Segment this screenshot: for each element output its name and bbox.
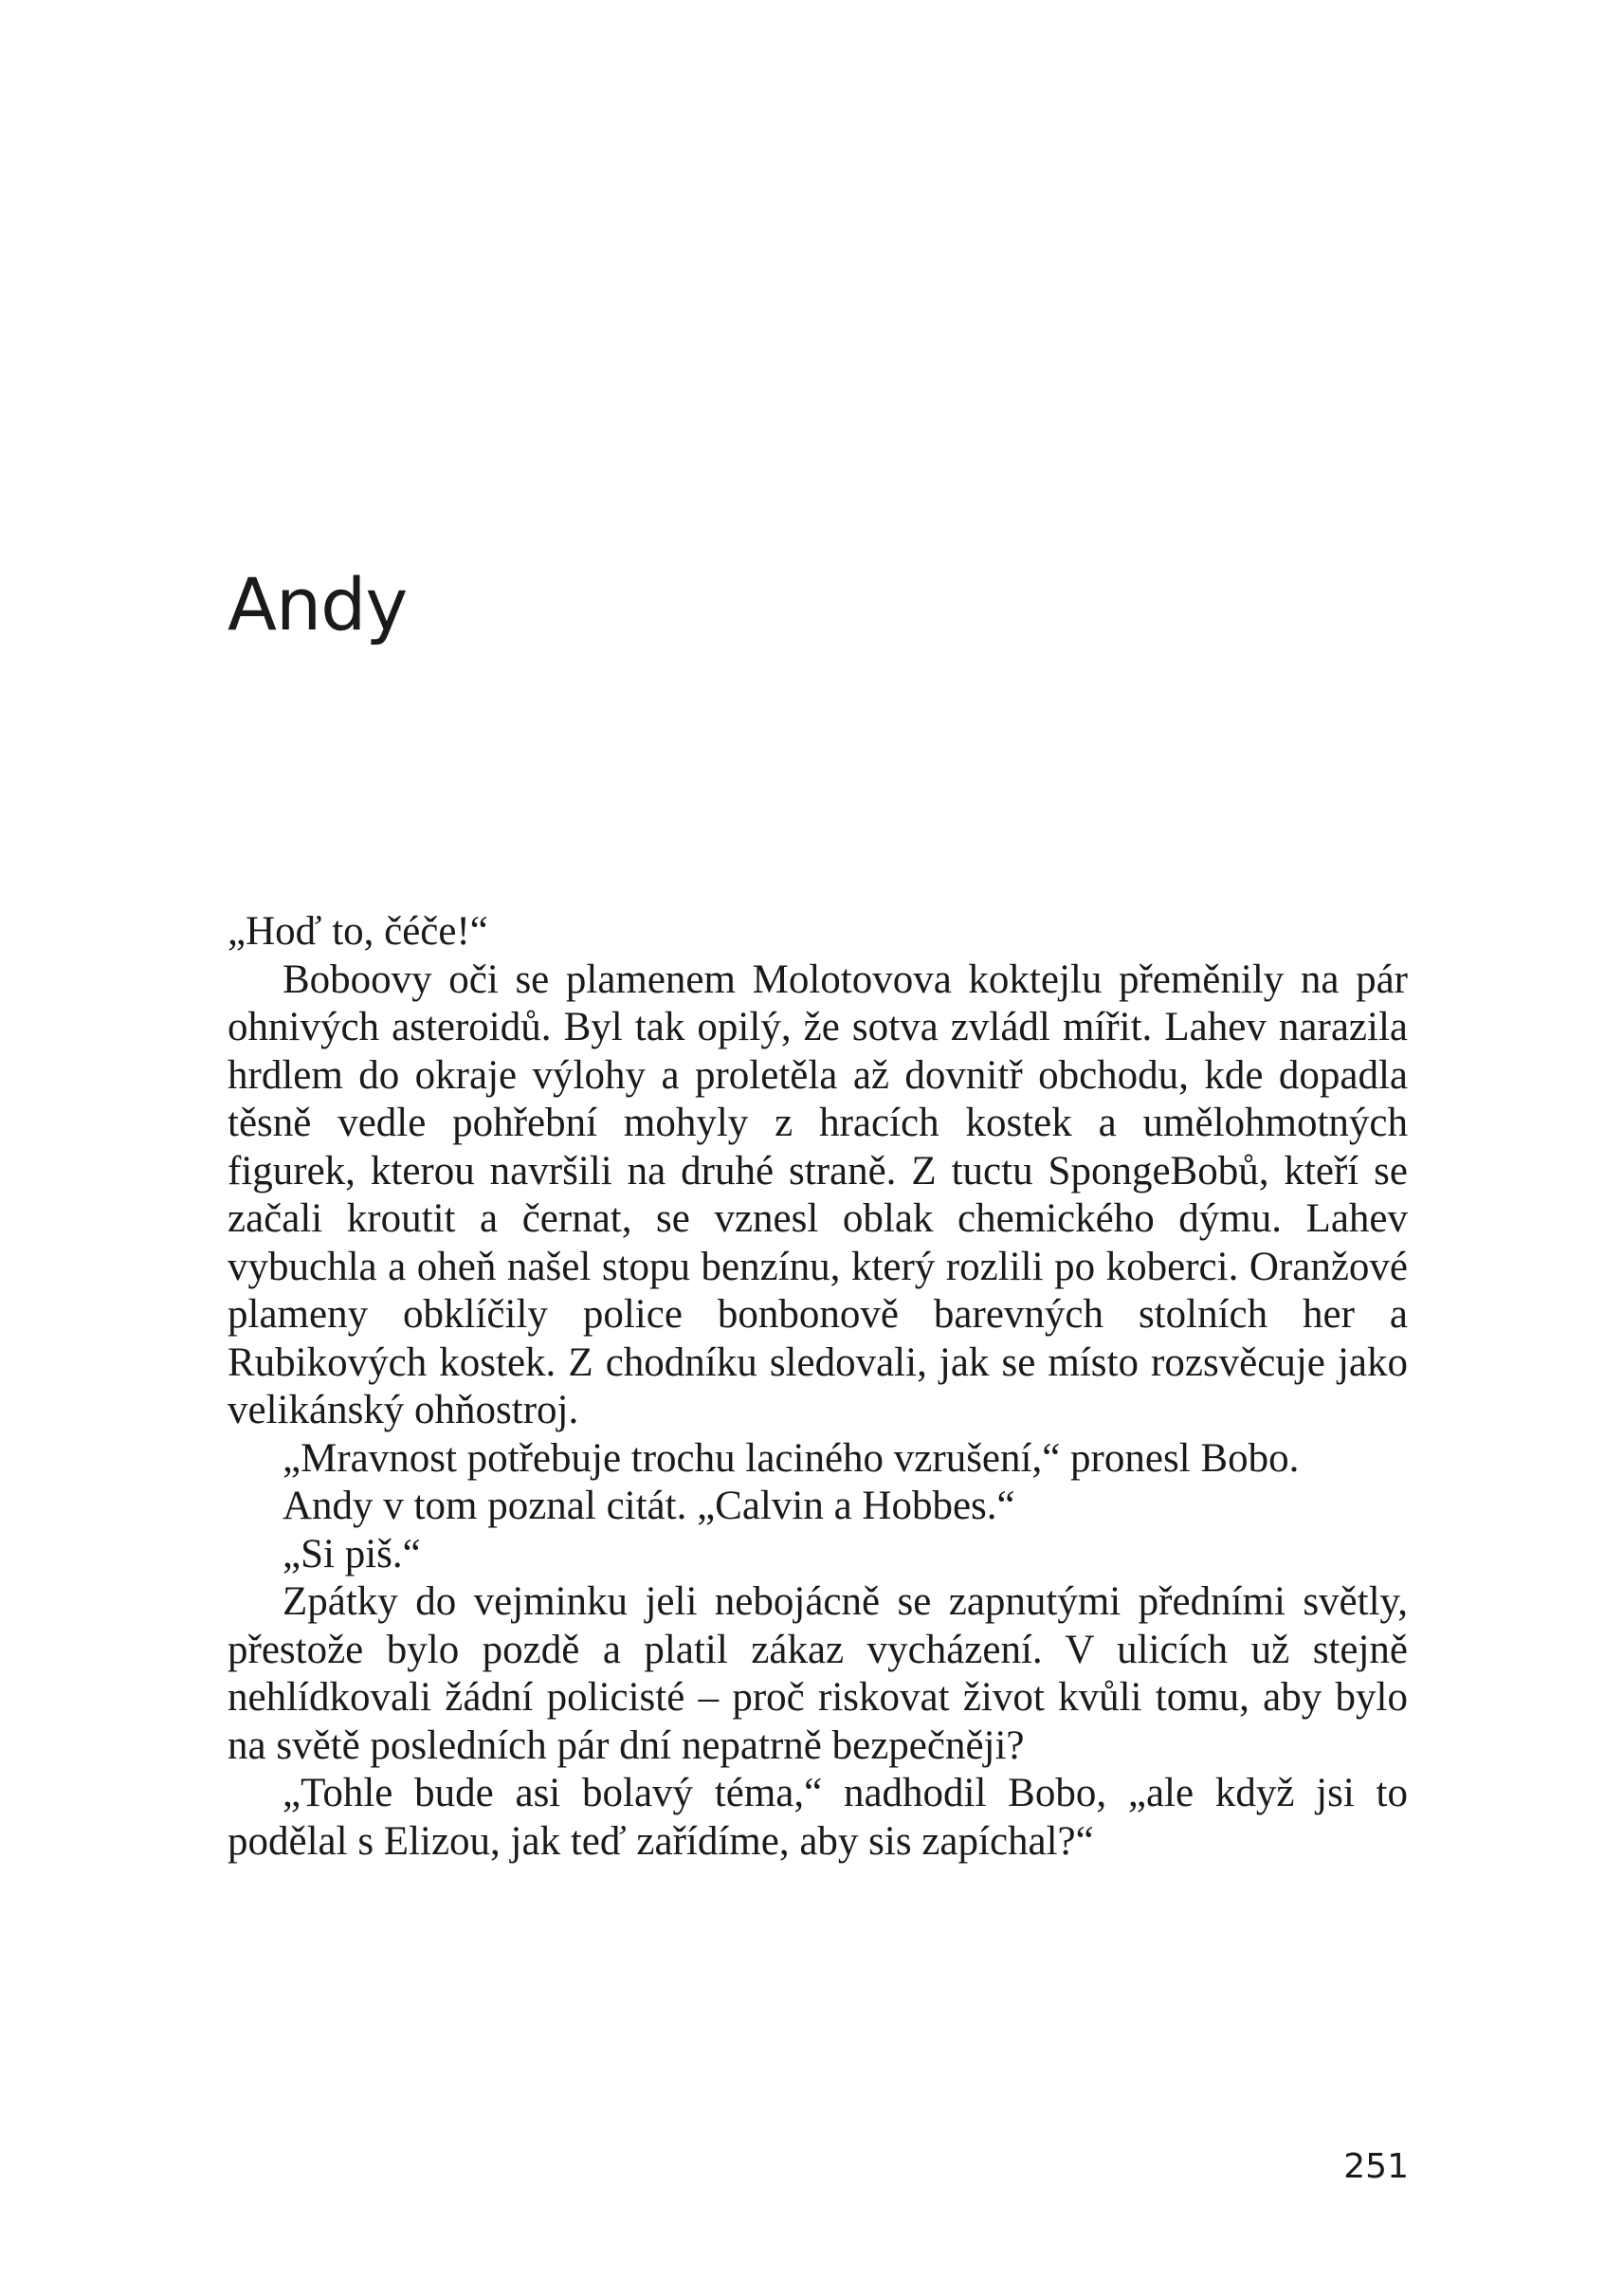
paragraph: „Si piš.“ [283,1531,421,1576]
paragraph: Andy v tom poznal citát. „Calvin a Hobbes.“ [283,1484,1015,1528]
chapter-title: Andy [228,562,408,647]
paragraph: „Tohle bude asi bolavý téma,“ nadhodil Bobo, „ale když jsi to podělal s Elizou, jak teď zařídíme, aby sis zapíchal?“ [228,1771,1408,1864]
page-number: 251 [1343,2147,1409,2186]
paragraph: Zpátky do vejminku jeli nebojácně se zapnutými předními světly, přestože bylo pozdě a platil zákaz vycházení. V ulicích už stejně nehlídkovali žádní policisté – proč riskovat život kvůli tomu, aby bylo na světě posledních pár dní nepatrně bezpečněji? [228,1579,1408,1768]
paragraph: „Mravnost potřebuje trochu laciného vzrušení,“ pronesl Bobo. [283,1435,1300,1481]
paragraph: Boboovy oči se plamenem Molotovova koktejlu přeměnily na pár ohnivých asteroidů. Byl tak opilý, že sotva zvládl mířit. Lahev narazila hrdlem do okraje výlohy a proletěla až dovnitř obchodu, kde dopadla těsně vedle pohřební mohyly z hracích kostek a umělohmotných figurek, kterou navršili na druhé straně. Z tuctu SpongeBobů, kteří se začali kroutit a černat, se vznesl oblak chemického dýmu. Lahev vybuchla a oheň našel stopu benzínu, který rozlili po koberci. Oranžové plameny obklíčily police bonbonově barevných stolních her a Rubikových kostek. Z chodníku sledovali, jak se místo rozsvěcuje jako velikánský ohňostroj. [228,957,1408,1432]
paragraph: „Hoď to, čéče!“ [228,909,488,954]
chapter-body [228,908,1408,1866]
